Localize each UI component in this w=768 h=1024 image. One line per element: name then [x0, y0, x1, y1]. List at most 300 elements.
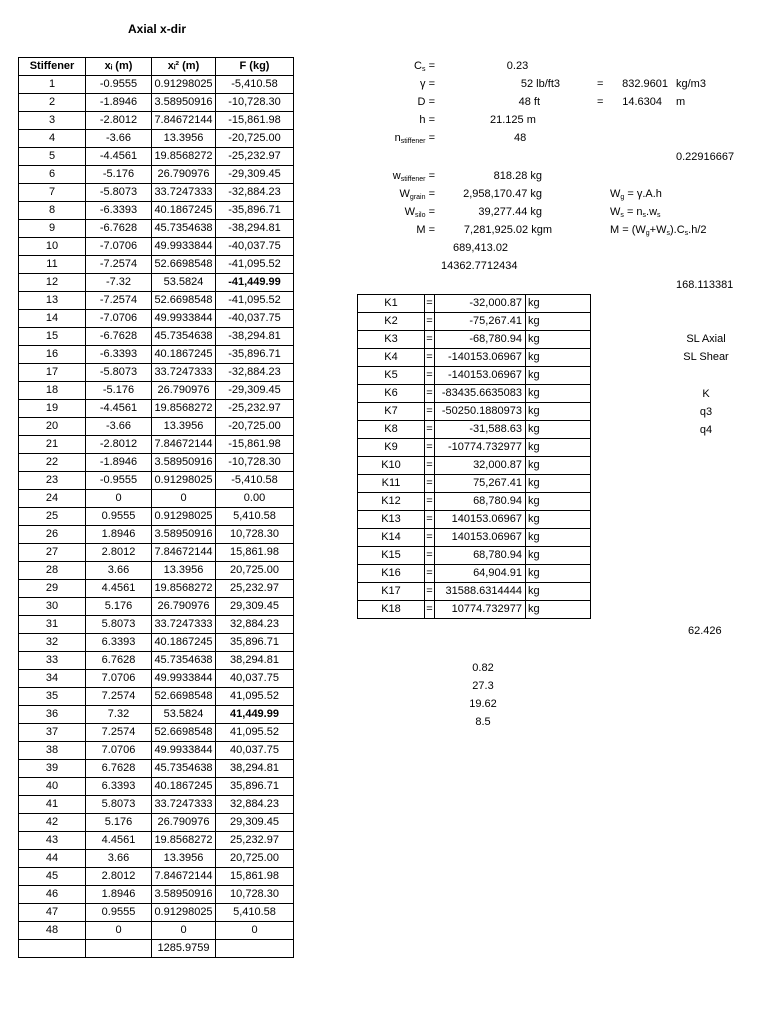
cell-xi: -7.0706	[86, 310, 152, 328]
d-unit: m	[676, 96, 686, 108]
bottom-value-3: 19.62	[469, 698, 497, 710]
k-equals: =	[425, 313, 435, 331]
k-unit: kg	[526, 601, 591, 619]
cell-xi: -3.66	[86, 130, 152, 148]
k-equals: =	[425, 331, 435, 349]
k-unit: kg	[526, 403, 591, 421]
cell-xi: -6.7628	[86, 328, 152, 346]
cell-force: 41,449.99	[216, 706, 294, 724]
cell-stiffener-no: 40	[19, 778, 86, 796]
h-label: h =	[419, 114, 435, 126]
cell-xi: 4.4561	[86, 832, 152, 850]
cell-stiffener-no: 36	[19, 706, 86, 724]
cell-force: 35,896.71	[216, 634, 294, 652]
label-q3: q3	[699, 406, 713, 418]
table-row	[19, 472, 294, 490]
cell-xi-squared: 45.7354638	[152, 220, 216, 238]
k-label: K14	[358, 529, 425, 547]
table-row	[19, 130, 294, 148]
k-equals: =	[425, 529, 435, 547]
cell-stiffener-no: 22	[19, 454, 86, 472]
cell-xi: -6.3393	[86, 202, 152, 220]
cell-stiffener-no: 18	[19, 382, 86, 400]
k-equals: =	[425, 349, 435, 367]
cell-xi: 6.3393	[86, 634, 152, 652]
table-row	[19, 76, 294, 94]
cell-force: -29,309.45	[216, 166, 294, 184]
cell-stiffener-no: 4	[19, 130, 86, 148]
k-value: 64,904.91	[435, 565, 526, 583]
cell-force: -15,861.98	[216, 436, 294, 454]
w-grain-label: Wgrain =	[399, 188, 435, 201]
w-stiffener-label: wstiffener =	[392, 170, 435, 183]
cell-stiffener-no: 3	[19, 112, 86, 130]
cell-xi-squared: 13.3956	[152, 850, 216, 868]
k-value: 140153.06967	[435, 529, 526, 547]
table-row	[19, 922, 294, 940]
cell-xi-squared: 3.58950916	[152, 886, 216, 904]
k-value: -68,780.94	[435, 331, 526, 349]
cell-force: -40,037.75	[216, 310, 294, 328]
cell-xi: 5.176	[86, 814, 152, 832]
k-unit: kg	[526, 511, 591, 529]
cell-force: 25,232.97	[216, 832, 294, 850]
cell-force: -5,410.58	[216, 472, 294, 490]
cell-xi-squared: 52.6698548	[152, 688, 216, 706]
header-stiffener: Stiffener	[19, 58, 86, 76]
gamma-label: γ =	[420, 78, 435, 90]
k-unit: kg	[526, 385, 591, 403]
k-row	[358, 331, 591, 349]
cell-stiffener-no: 29	[19, 580, 86, 598]
k-label: K13	[358, 511, 425, 529]
cell-force: -32,884.23	[216, 184, 294, 202]
k-unit: kg	[526, 313, 591, 331]
cell-stiffener-no: 33	[19, 652, 86, 670]
cell-stiffener-no: 8	[19, 202, 86, 220]
cell-xi-squared: 40.1867245	[152, 346, 216, 364]
cell-xi-squared: 13.3956	[152, 130, 216, 148]
cell-force: 20,725.00	[216, 562, 294, 580]
cell-force: -25,232.97	[216, 400, 294, 418]
cell-stiffener-no: 23	[19, 472, 86, 490]
table-row	[19, 274, 294, 292]
cell-xi: -4.4561	[86, 400, 152, 418]
cell-force: -10,728.30	[216, 94, 294, 112]
cell-xi: 6.7628	[86, 760, 152, 778]
table-row	[19, 418, 294, 436]
cell-xi: -4.4561	[86, 148, 152, 166]
k-value: 68,780.94	[435, 547, 526, 565]
cell-stiffener-no: 26	[19, 526, 86, 544]
cell-xi: 6.7628	[86, 652, 152, 670]
k-unit: kg	[526, 565, 591, 583]
k-label: K10	[358, 457, 425, 475]
header-xi: xᵢ (m)	[86, 58, 152, 76]
cell-xi: 4.4561	[86, 580, 152, 598]
cell-xi-squared: 49.9933844	[152, 238, 216, 256]
k-value: -75,267.41	[435, 313, 526, 331]
cell-xi: -3.66	[86, 418, 152, 436]
table-row	[19, 220, 294, 238]
cell-xi: 5.8073	[86, 616, 152, 634]
cell-xi-squared: 33.7247333	[152, 184, 216, 202]
cell-xi: 7.0706	[86, 670, 152, 688]
k-label: K8	[358, 421, 425, 439]
label-q4: q4	[699, 424, 713, 436]
k-value: -32,000.87	[435, 295, 526, 313]
table-row	[19, 544, 294, 562]
k-equals: =	[425, 439, 435, 457]
cell-force: -5,410.58	[216, 76, 294, 94]
gamma-unit: kg/m3	[676, 78, 706, 90]
w-grain-value: 2,958,170.47 kg	[463, 188, 542, 200]
cell-force: 41,095.52	[216, 688, 294, 706]
cell-xi-squared: 0	[152, 922, 216, 940]
k-label: K2	[358, 313, 425, 331]
n-stiffener-label: nstiffener =	[394, 132, 435, 145]
cell-xi-squared: 33.7247333	[152, 364, 216, 382]
cell-stiffener-no: 32	[19, 634, 86, 652]
k-value: -140153.06967	[435, 367, 526, 385]
label-sl-axial: SL Axial	[686, 333, 726, 345]
label-sl-shear: SL Shear	[683, 351, 729, 363]
k-value: 32,000.87	[435, 457, 526, 475]
k-row	[358, 313, 591, 331]
w-stiffener-value: 818.28 kg	[493, 170, 542, 182]
k-equals: =	[425, 511, 435, 529]
table-row	[19, 634, 294, 652]
k-equals: =	[425, 367, 435, 385]
k-unit: kg	[526, 367, 591, 385]
cell-xi-squared: 45.7354638	[152, 760, 216, 778]
cell-force: -20,725.00	[216, 418, 294, 436]
cell-xi-squared: 52.6698548	[152, 256, 216, 274]
cell-stiffener-no: 14	[19, 310, 86, 328]
k-unit: kg	[526, 475, 591, 493]
k-row	[358, 565, 591, 583]
extra-value-3: 168.113381	[676, 279, 734, 291]
cell-force: -38,294.81	[216, 328, 294, 346]
bottom-value-1: 0.82	[472, 662, 494, 674]
cell-stiffener-no: 30	[19, 598, 86, 616]
cell-xi-squared: 49.9933844	[152, 310, 216, 328]
formula-ws: Ws = ns.ws	[610, 206, 661, 219]
cell-xi: -5.8073	[86, 364, 152, 382]
cell-force: -41,095.52	[216, 256, 294, 274]
table-row	[19, 454, 294, 472]
formula-wg: Wg = γ.A.h	[610, 188, 662, 201]
sheet-title: Axial x-dir	[128, 22, 187, 36]
cell-xi: 7.2574	[86, 688, 152, 706]
table-row	[19, 166, 294, 184]
k-unit: kg	[526, 583, 591, 601]
cell-stiffener-no: 37	[19, 724, 86, 742]
cell-xi-squared: 13.3956	[152, 418, 216, 436]
cell-stiffener-no: 39	[19, 760, 86, 778]
table-row	[19, 562, 294, 580]
bottom-value-2: 27.3	[472, 680, 494, 692]
cell-xi-squared: 26.790976	[152, 598, 216, 616]
cs-value: 0.23	[506, 60, 529, 72]
cell-xi: -6.7628	[86, 220, 152, 238]
cell-force: 0	[216, 922, 294, 940]
cell-stiffener-no: 43	[19, 832, 86, 850]
table-row	[19, 382, 294, 400]
k-row	[358, 403, 591, 421]
table-row	[19, 202, 294, 220]
value-62: 62.426	[688, 625, 722, 637]
cell-xi: 5.176	[86, 598, 152, 616]
k-row	[358, 475, 591, 493]
table-row	[19, 346, 294, 364]
extra-value-1: 689,413.02	[453, 242, 509, 254]
k-row	[358, 493, 591, 511]
cell-force: -35,896.71	[216, 346, 294, 364]
cell-force: -29,309.45	[216, 382, 294, 400]
cell-xi: 2.8012	[86, 868, 152, 886]
table-row	[19, 436, 294, 454]
cell-xi-squared: 49.9933844	[152, 742, 216, 760]
cell-xi: 0.9555	[86, 904, 152, 922]
cell-force: -41,095.52	[216, 292, 294, 310]
cell-stiffener-no: 2	[19, 94, 86, 112]
gamma-converted: 832.9601	[622, 78, 668, 90]
cell-xi-squared: 33.7247333	[152, 796, 216, 814]
table-row	[19, 238, 294, 256]
k-equals: =	[425, 403, 435, 421]
cell-force: 38,294.81	[216, 760, 294, 778]
k-unit: kg	[526, 295, 591, 313]
cell-xi: -5.176	[86, 166, 152, 184]
gamma-eq2: =	[597, 78, 604, 90]
cell-xi-squared: 0.91298025	[152, 904, 216, 922]
table-row	[19, 598, 294, 616]
cell-xi-squared: 7.84672144	[152, 436, 216, 454]
cell-force: 41,095.52	[216, 724, 294, 742]
cell-force: 40,037.75	[216, 670, 294, 688]
k-label: K16	[358, 565, 425, 583]
cell-stiffener-no: 10	[19, 238, 86, 256]
k-value: -140153.06967	[435, 349, 526, 367]
k-equals: =	[425, 601, 435, 619]
cell-xi-squared: 53.5824	[152, 706, 216, 724]
cell-stiffener-no: 24	[19, 490, 86, 508]
cell-xi-squared: 33.7247333	[152, 616, 216, 634]
cell-stiffener-no: 41	[19, 796, 86, 814]
cell-force: -38,294.81	[216, 220, 294, 238]
table-row	[19, 706, 294, 724]
cell-force: -15,861.98	[216, 112, 294, 130]
cell-stiffener-no: 7	[19, 184, 86, 202]
table-row	[19, 508, 294, 526]
d-converted: 14.6304	[622, 96, 662, 108]
cell-force: 29,309.45	[216, 814, 294, 832]
k-equals: =	[425, 457, 435, 475]
cell-stiffener-no: 9	[19, 220, 86, 238]
cell-xi: 3.66	[86, 562, 152, 580]
table-row	[19, 850, 294, 868]
table-row	[19, 904, 294, 922]
k-value: 140153.06967	[435, 511, 526, 529]
cell-xi-squared: 26.790976	[152, 166, 216, 184]
k-label: K1	[358, 295, 425, 313]
k-label: K3	[358, 331, 425, 349]
cell-stiffener-no: 13	[19, 292, 86, 310]
k-value: 10774.732977	[435, 601, 526, 619]
total-xi-squared: 1285.9759	[152, 940, 216, 958]
total-empty-cell	[216, 940, 294, 958]
cell-xi-squared: 49.9933844	[152, 670, 216, 688]
table-row	[19, 814, 294, 832]
cell-force: 29,309.45	[216, 598, 294, 616]
cell-force: 5,410.58	[216, 508, 294, 526]
cell-xi: -7.2574	[86, 292, 152, 310]
k-label: K11	[358, 475, 425, 493]
table-row	[19, 616, 294, 634]
k-row	[358, 601, 591, 619]
cell-xi: 7.0706	[86, 742, 152, 760]
k-label: K4	[358, 349, 425, 367]
table-row	[19, 886, 294, 904]
cell-force: -35,896.71	[216, 202, 294, 220]
cell-force: 10,728.30	[216, 886, 294, 904]
k-value: -50250.1880973	[435, 403, 526, 421]
table-row	[19, 256, 294, 274]
table-row	[19, 742, 294, 760]
table-row	[19, 526, 294, 544]
cell-xi-squared: 13.3956	[152, 562, 216, 580]
cell-stiffener-no: 27	[19, 544, 86, 562]
k-row	[358, 583, 591, 601]
k-equals: =	[425, 385, 435, 403]
cell-force: -40,037.75	[216, 238, 294, 256]
table-row	[19, 148, 294, 166]
k-unit: kg	[526, 457, 591, 475]
d-label: D =	[417, 96, 435, 108]
d-value: 48 ft	[518, 96, 540, 108]
k-value: -31,588.63	[435, 421, 526, 439]
cell-stiffener-no: 6	[19, 166, 86, 184]
cs-label: Cs =	[414, 60, 435, 73]
cell-force: 25,232.97	[216, 580, 294, 598]
k-row	[358, 385, 591, 403]
extra-value-2: 14362.7712434	[441, 260, 518, 272]
k-unit: kg	[526, 349, 591, 367]
table-header-row	[19, 58, 294, 76]
k-row	[358, 439, 591, 457]
table-row	[19, 832, 294, 850]
cell-xi: -2.8012	[86, 436, 152, 454]
cell-stiffener-no: 19	[19, 400, 86, 418]
cell-xi-squared: 40.1867245	[152, 634, 216, 652]
bottom-value-4: 8.5	[475, 716, 491, 728]
cell-stiffener-no: 45	[19, 868, 86, 886]
cell-xi-squared: 26.790976	[152, 382, 216, 400]
cell-xi-squared: 19.8568272	[152, 148, 216, 166]
cell-xi-squared: 19.8568272	[152, 580, 216, 598]
table-row	[19, 670, 294, 688]
table-row	[19, 112, 294, 130]
moment-value: 7,281,925.02 kgm	[463, 224, 552, 236]
cell-force: -32,884.23	[216, 364, 294, 382]
total-empty-cell	[19, 940, 86, 958]
k-unit: kg	[526, 493, 591, 511]
k-row	[358, 529, 591, 547]
ratio-value: 0.22916667	[676, 151, 735, 163]
k-equals: =	[425, 565, 435, 583]
cell-force: 5,410.58	[216, 904, 294, 922]
cell-force: 32,884.23	[216, 616, 294, 634]
cell-stiffener-no: 15	[19, 328, 86, 346]
k-label: K18	[358, 601, 425, 619]
table-row	[19, 580, 294, 598]
k-value: 31588.6314444	[435, 583, 526, 601]
moment-label: M =	[416, 224, 435, 236]
cell-stiffener-no: 42	[19, 814, 86, 832]
cell-force: 38,294.81	[216, 652, 294, 670]
cell-stiffener-no: 12	[19, 274, 86, 292]
cell-force: 32,884.23	[216, 796, 294, 814]
cell-xi: -0.9555	[86, 472, 152, 490]
k-unit: kg	[526, 547, 591, 565]
cell-stiffener-no: 31	[19, 616, 86, 634]
cell-xi: 2.8012	[86, 544, 152, 562]
cell-xi-squared: 7.84672144	[152, 112, 216, 130]
cell-xi-squared: 0	[152, 490, 216, 508]
cell-xi: 0	[86, 922, 152, 940]
k-unit: kg	[526, 529, 591, 547]
cell-stiffener-no: 35	[19, 688, 86, 706]
cell-xi: -2.8012	[86, 112, 152, 130]
cell-xi: 1.8946	[86, 886, 152, 904]
cell-xi-squared: 0.91298025	[152, 76, 216, 94]
k-value: 75,267.41	[435, 475, 526, 493]
d-eq2: =	[597, 96, 604, 108]
cell-xi: -0.9555	[86, 76, 152, 94]
cell-force: 0.00	[216, 490, 294, 508]
cell-xi: -1.8946	[86, 94, 152, 112]
cell-force: -25,232.97	[216, 148, 294, 166]
cell-force: 10,728.30	[216, 526, 294, 544]
k-equals: =	[425, 493, 435, 511]
cell-force: 35,896.71	[216, 778, 294, 796]
table-row	[19, 310, 294, 328]
w-silo-value: 39,277.44 kg	[478, 206, 542, 218]
cell-xi: 1.8946	[86, 526, 152, 544]
gamma-value: 52 lb/ft3	[520, 78, 560, 90]
cell-stiffener-no: 38	[19, 742, 86, 760]
k-row	[358, 295, 591, 313]
cell-xi-squared: 40.1867245	[152, 202, 216, 220]
cell-xi-squared: 52.6698548	[152, 292, 216, 310]
table-row	[19, 724, 294, 742]
cell-stiffener-no: 17	[19, 364, 86, 382]
table-row	[19, 778, 294, 796]
table-row	[19, 688, 294, 706]
k-label: K9	[358, 439, 425, 457]
cell-force: -10,728.30	[216, 454, 294, 472]
table-row	[19, 184, 294, 202]
k-row	[358, 511, 591, 529]
cell-xi-squared: 26.790976	[152, 814, 216, 832]
k-unit: kg	[526, 439, 591, 457]
cell-stiffener-no: 47	[19, 904, 86, 922]
cell-stiffener-no: 5	[19, 148, 86, 166]
k-row	[358, 349, 591, 367]
cell-xi: 5.8073	[86, 796, 152, 814]
table-row	[19, 328, 294, 346]
